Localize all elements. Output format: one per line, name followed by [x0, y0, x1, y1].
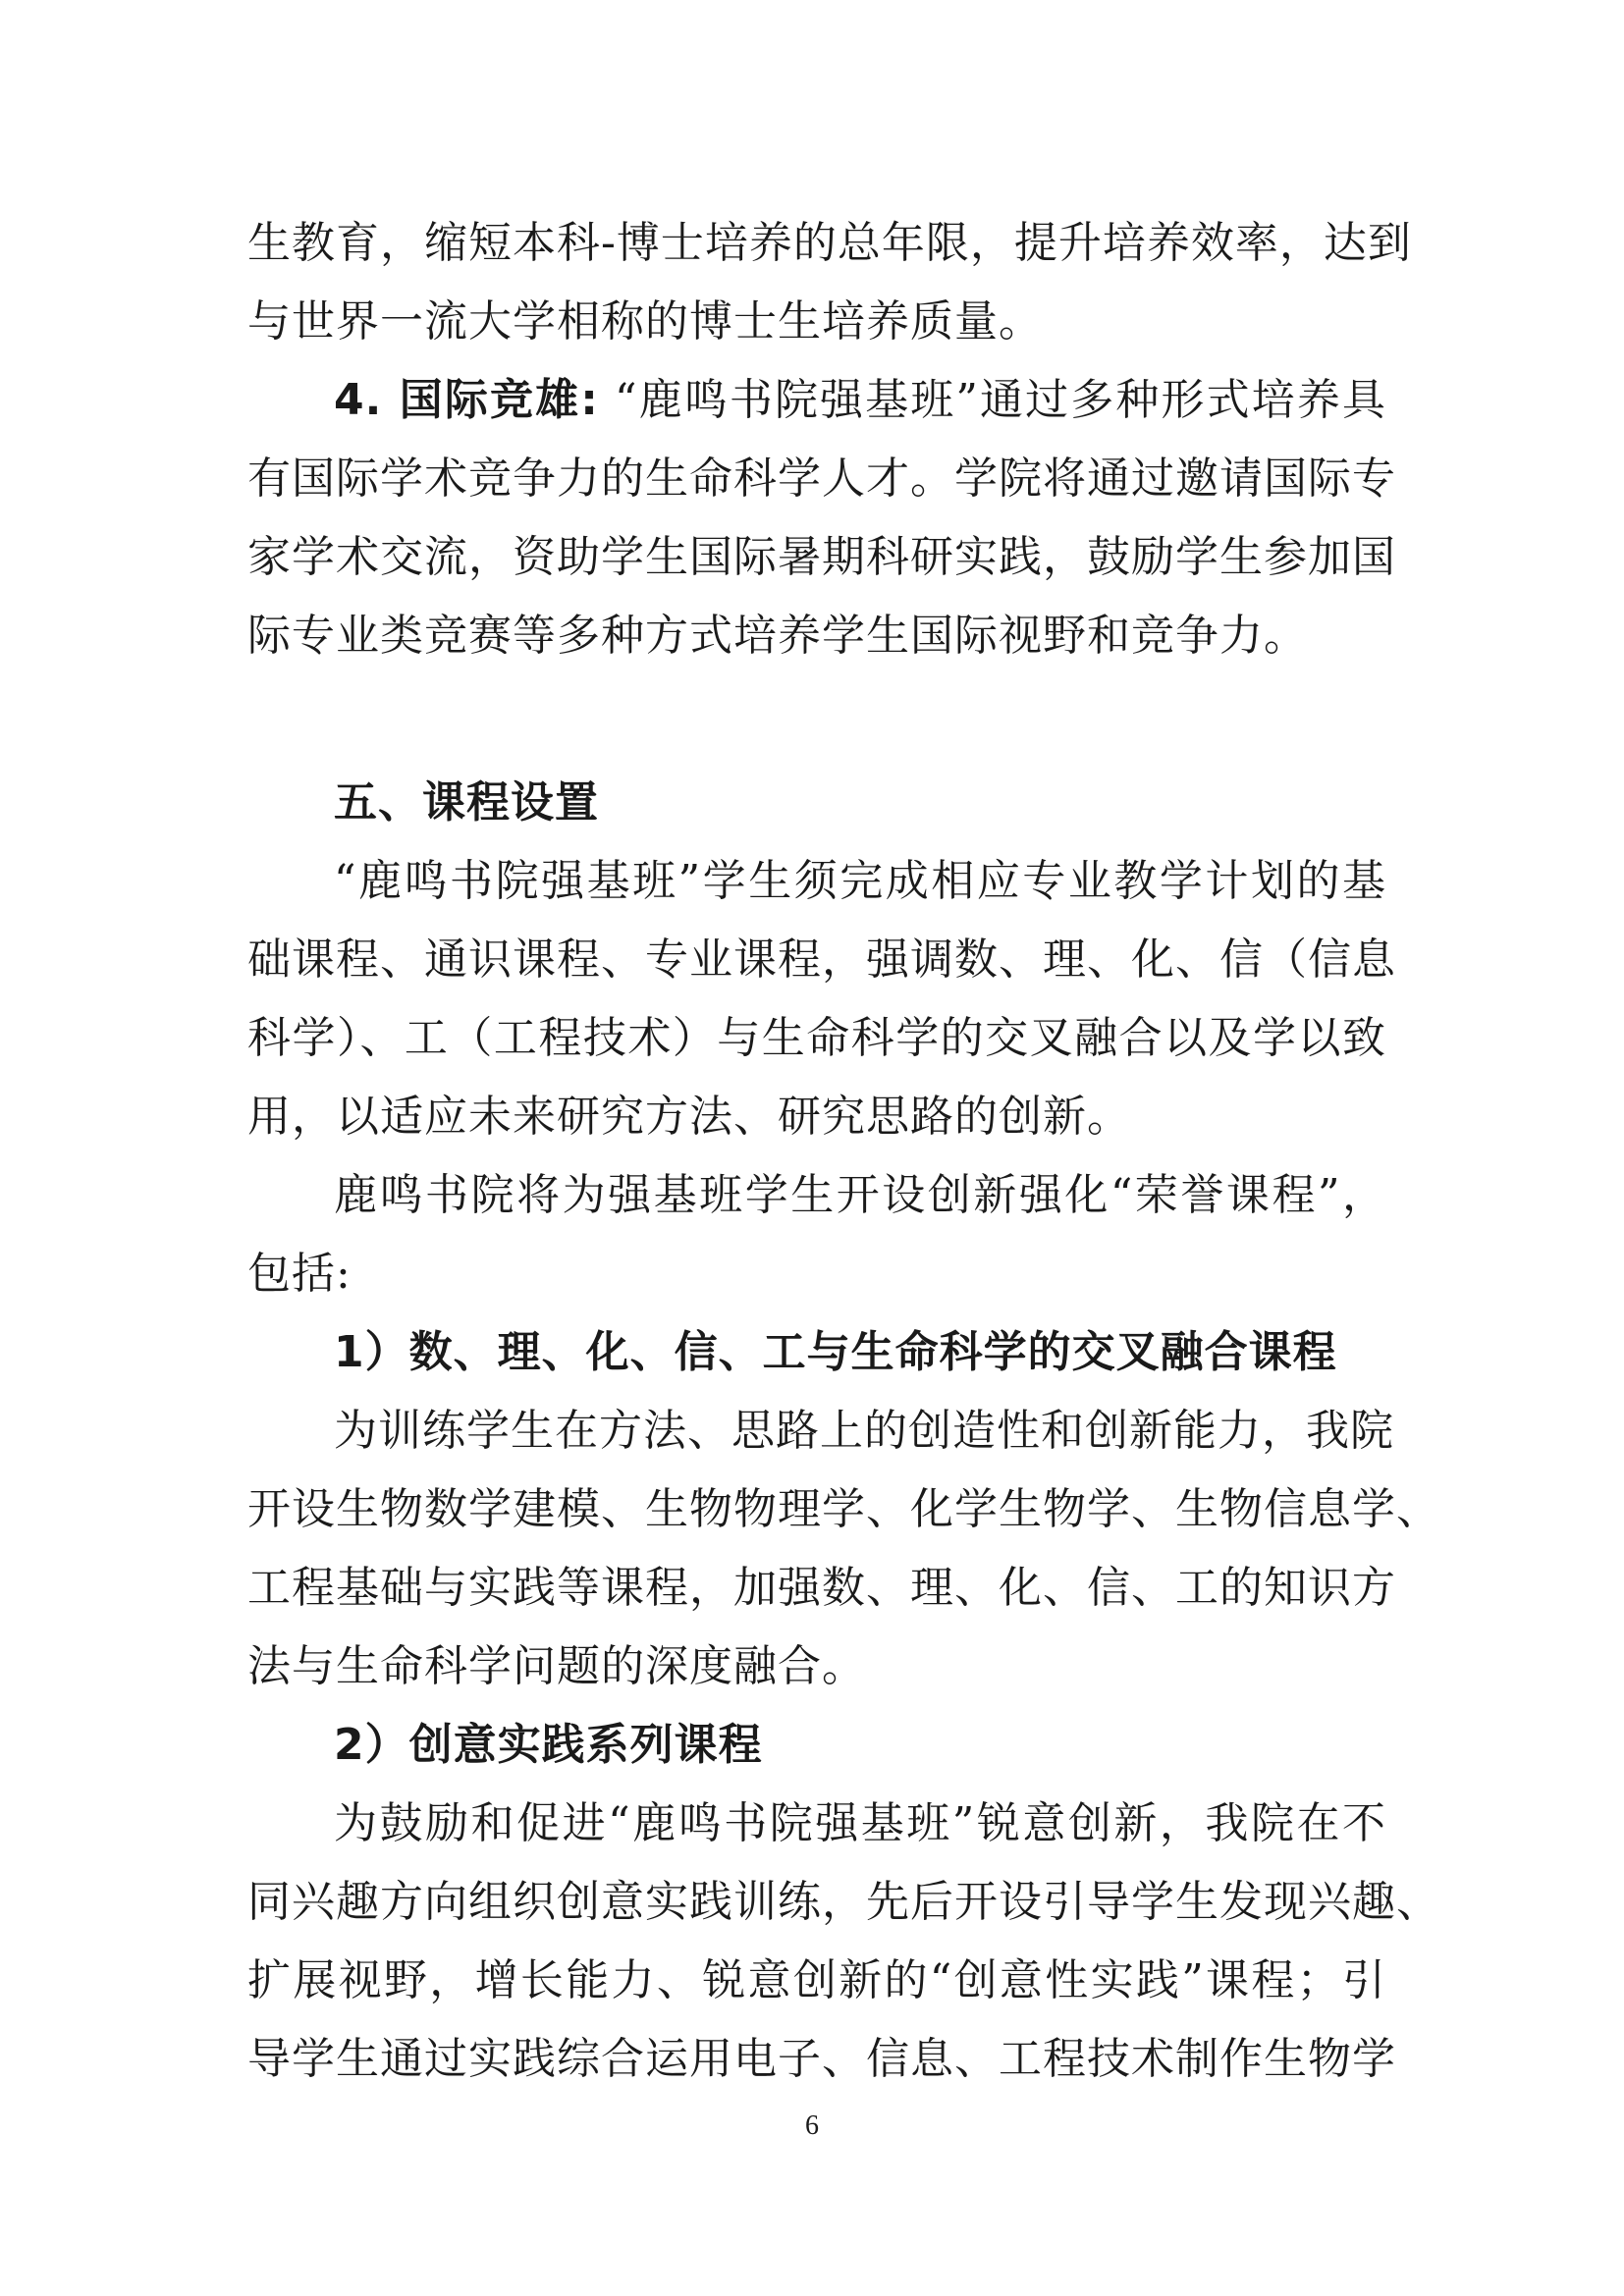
paragraph-line: “鹿鸣书院强基班”学生须完成相应专业教学计划的基	[334, 856, 1386, 906]
paragraph-line: 导学生通过实践综合运用电子、信息、工程技术制作生物学	[247, 2034, 1396, 2084]
section-label-international: 4. 国际竞雄:	[334, 375, 599, 425]
paragraph-line: 与世界一流大学相称的博士生培养质量。	[247, 296, 1043, 347]
paragraph-line: 工程基础与实践等课程，加强数、理、化、信、工的知识方	[247, 1563, 1396, 1613]
paragraph-line: 家学术交流，资助学生国际暑期科研实践，鼓励学生参加国	[247, 532, 1396, 582]
paragraph-line: 为训练学生在方法、思路上的创造性和创新能力，我院	[334, 1406, 1394, 1456]
paragraph-line: 同兴趣方向组织创意实践训练，先后开设引导学生发现兴趣、	[247, 1877, 1440, 1927]
paragraph-line: 为鼓励和促进“鹿鸣书院强基班”锐意创新，我院在不	[334, 1798, 1386, 1848]
paragraph-line: 包括:	[247, 1249, 352, 1299]
paragraph-line: 鹿鸣书院将为强基班学生开设创新强化“荣誉课程”，	[334, 1170, 1386, 1220]
paragraph-line: 开设生物数学建模、生物物理学、化学生物学、生物信息学、	[247, 1484, 1440, 1534]
paragraph-line: 有国际学术竞争力的生命科学人才。学院将通过邀请国际专	[247, 454, 1396, 504]
section-heading: 五、课程设置	[334, 777, 599, 828]
paragraph-line: 用，以适应未来研究方法、研究思路的创新。	[247, 1092, 1131, 1142]
subsection-heading: 1）数、理、化、信、工与生命科学的交叉融合课程	[334, 1327, 1337, 1377]
paragraph-line	[334, 373, 1386, 428]
paragraph-line: 础课程、通识课程、专业课程，强调数、理、化、信（信息	[247, 934, 1396, 985]
paragraph-line: 法与生命科学问题的深度融合。	[247, 1641, 866, 1691]
paragraph-line: 科学）、工（工程技术）与生命科学的交叉融合以及学以致	[247, 1013, 1386, 1063]
subsection-heading: 2）创意实践系列课程	[334, 1720, 763, 1770]
paragraph-text: “鹿鸣书院强基班”通过多种形式培养具	[598, 375, 1386, 425]
paragraph-line: 生教育，缩短本科-博士培养的总年限，提升培养效率，达到	[247, 218, 1412, 268]
paragraph-line: 际专业类竞赛等多种方式培养学生国际视野和竞争力。	[247, 611, 1308, 661]
page-number: 6	[805, 2110, 819, 2141]
paragraph-line: 扩展视野，增长能力、锐意创新的“创意性实践”课程；引	[247, 1955, 1386, 2005]
